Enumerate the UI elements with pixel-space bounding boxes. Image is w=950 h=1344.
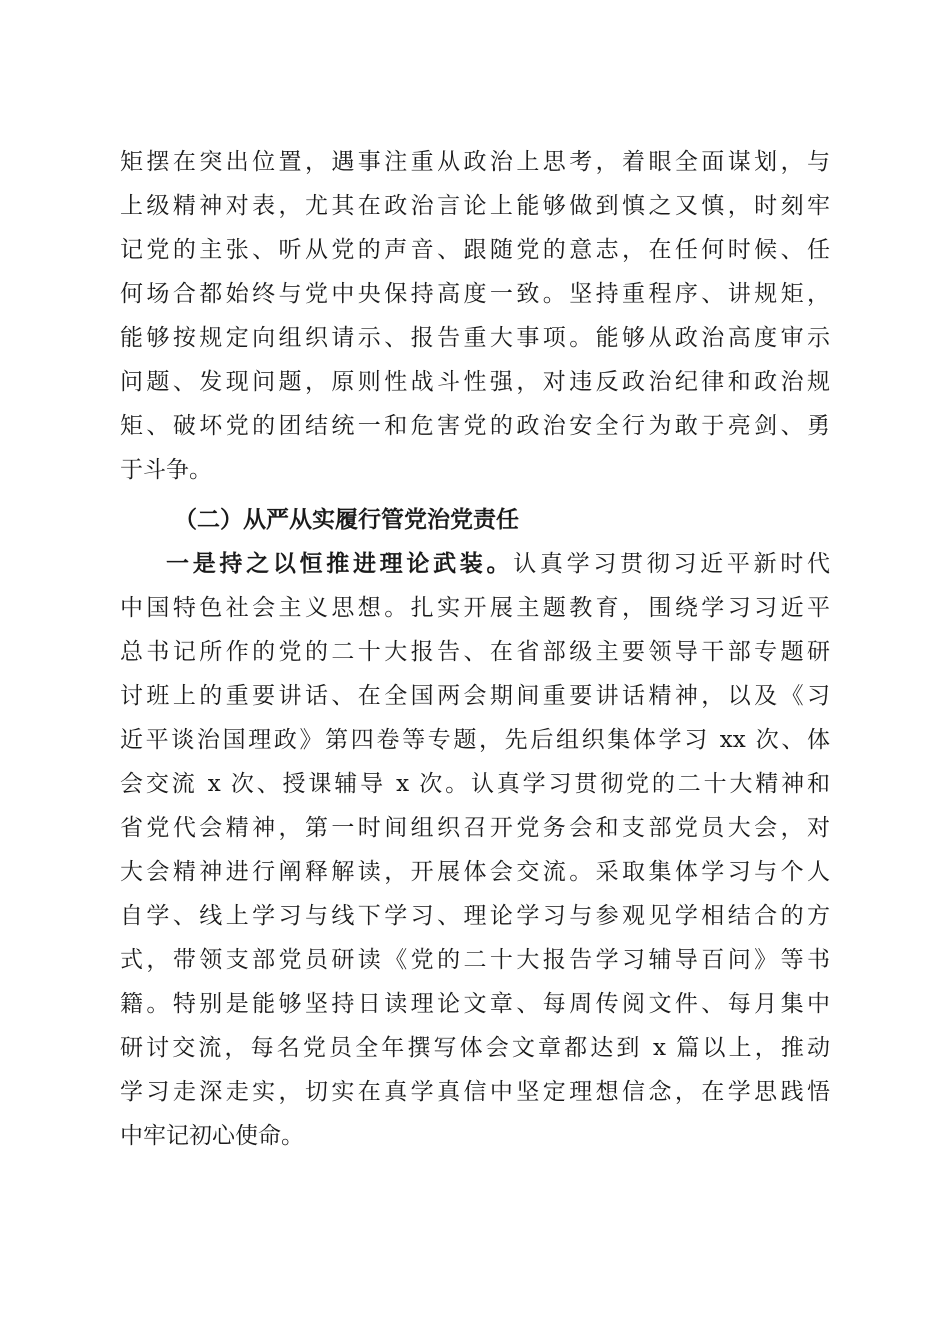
text-line: 讨班上的重要讲话、在全国两会期间重要讲话精神，以及《习 (120, 683, 830, 709)
text-line: 总书记所作的党的二十大报告、在省部级主要领导干部专题研 (120, 639, 830, 665)
text-line: 中牢记初心使命。 (120, 1123, 304, 1149)
text-line: 于斗争。 (120, 457, 212, 483)
text-line: 矩摆在突出位置，遇事注重从政治上思考，着眼全面谋划，与 (120, 149, 830, 175)
text-line: 大会精神进行阐释解读，开展体会交流。采取集体学习与个人 (120, 859, 830, 885)
text-line: 式，带领支部党员研读《党的二十大报告学习辅导百问》等书 (120, 947, 830, 973)
text-line: 会交流 x 次、授课辅导 x 次。认真学习贯彻党的二十大精神和 (120, 771, 830, 797)
first-text-line (120, 542, 830, 586)
text-line: 籍。特别是能够坚持日读理论文章、每周传阅文件、每月集中 (120, 991, 830, 1017)
paragraph-theory-study (120, 542, 830, 1158)
text-line: 问题、发现问题，原则性战斗性强，对违反政治纪律和政治规 (120, 369, 830, 395)
text-line: 记党的主张、听从党的声音、跟随党的意志，在任何时候、任 (120, 237, 830, 263)
text-line: 省党代会精神，第一时间组织召开党务会和支部党员大会，对 (120, 815, 830, 841)
text-line: 研讨交流，每名党员全年撰写体会文章都达到 x 篇以上，推动 (120, 1035, 830, 1061)
lead-sentence: 一是持之以恒推进理论武装。 (166, 550, 514, 577)
first-line-rest: 认真学习贯彻习近平新时代 (513, 551, 831, 577)
text-line: 上级精神对表，尤其在政治言论上能够做到慎之又慎，时刻牢 (120, 193, 830, 219)
text-line: 自学、线上学习与线下学习、理论学习与参观见学相结合的方 (120, 903, 830, 929)
text-line: 学习走深走实，切实在真学真信中坚定理想信念，在学思践悟 (120, 1079, 830, 1105)
section-heading: （二）从严从实履行管党治党责任 (174, 506, 519, 533)
text-line: 近平谈治国理政》第四卷等专题，先后组织集体学习 xx 次、体 (120, 727, 830, 753)
text-line: 何场合都始终与党中央保持高度一致。坚持重程序、讲规矩， (120, 281, 830, 307)
paragraph-political-discipline (120, 140, 830, 492)
text-line: 矩、破坏党的团结统一和危害党的政治安全行为敢于亮剑、勇 (120, 413, 830, 439)
text-line: 能够按规定向组织请示、报告重大事项。能够从政治高度审示 (120, 325, 830, 351)
text-line: 中国特色社会主义思想。扎实开展主题教育，围绕学习习近平 (120, 595, 830, 621)
